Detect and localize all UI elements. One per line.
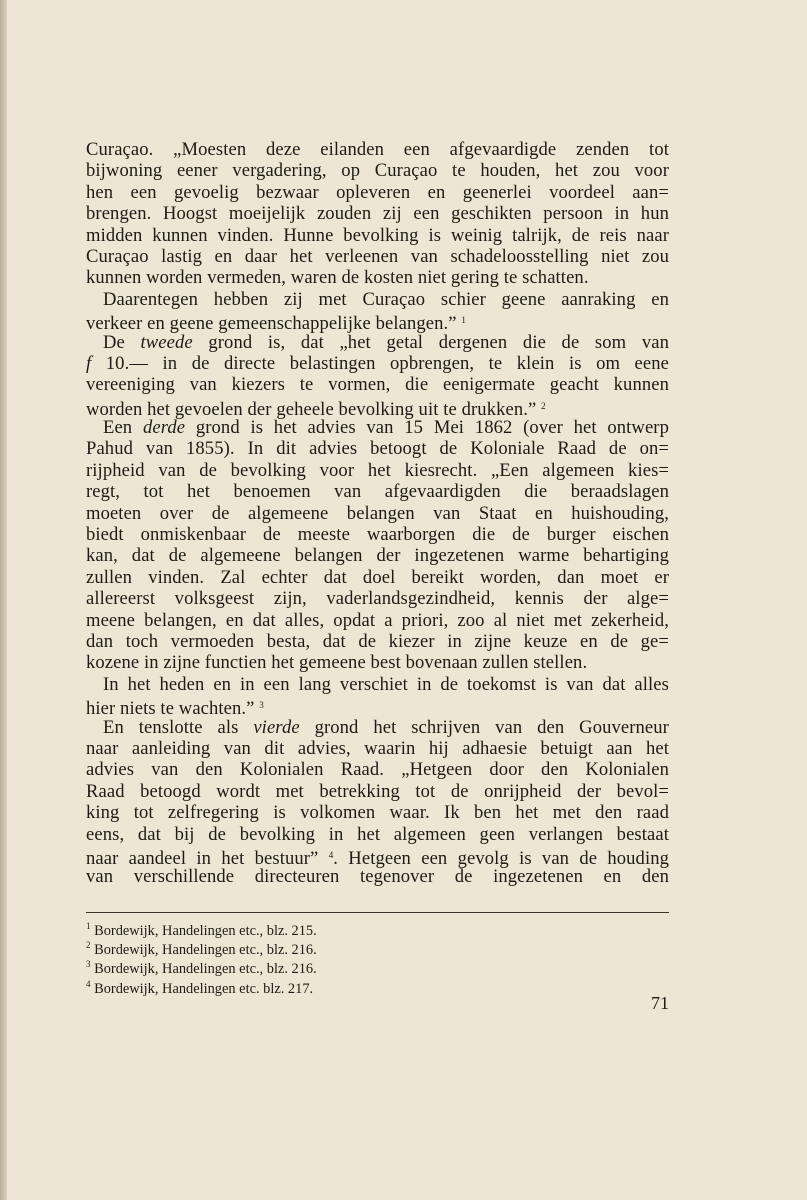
body-line-text: naar aandeel in het bestuur” bbox=[86, 847, 319, 869]
body-line: naar aanleiding van dit advies, waarin hij adhaesie betuigt aan het bbox=[86, 737, 669, 759]
footnote-ref: 4 bbox=[328, 849, 334, 860]
footnotes bbox=[86, 917, 486, 997]
body-line: allereerst volksgeest zijn, vaderlandsgezindheid, kennis der alge= bbox=[86, 588, 669, 610]
body-line: kozene in zijne functien het gemeene best bovenaan zullen stellen. bbox=[86, 652, 588, 674]
florin-symbol: f bbox=[86, 352, 92, 374]
body-line: Pahud van 1855). In dit advies betoogt de Koloniale Raad de on= bbox=[86, 438, 669, 460]
body-line: Daarentegen hebben zij met Curaçao schier geene aanraking en bbox=[103, 288, 669, 310]
body-line-text: Een bbox=[103, 417, 143, 439]
body-line bbox=[86, 695, 669, 720]
body-line: rijpheid van de bevolking voor het kiesrecht. „Een algemeen kies= bbox=[86, 459, 669, 481]
body-line: bijwoning eener vergadering, op Curaçao te houden, het zou voor bbox=[86, 160, 669, 182]
footnote-number: 3 bbox=[86, 959, 91, 970]
body-line-text: 10.— in de directe belastingen opbrengen, te klein is om eene bbox=[91, 352, 669, 374]
footnote-ref: 3 bbox=[259, 700, 264, 711]
body-line-text: grond is, dat „het getal dergenen die de som van bbox=[192, 331, 669, 353]
body-text bbox=[86, 139, 669, 888]
footnote-text: Bordewijk, Handelingen etc., blz. 215. bbox=[94, 923, 317, 939]
emphasis-text: derde bbox=[142, 417, 186, 439]
body-line bbox=[86, 717, 669, 738]
body-line: zullen vinden. Zal echter dat doel bereikt worden, dan moet er bbox=[86, 566, 669, 588]
footnote-text: Bordewijk, Handelingen etc. blz. 217. bbox=[94, 980, 314, 997]
body-line: biedt onmiskenbaar de meeste waarborgen die de burger eischen bbox=[86, 524, 669, 546]
page-number: 71 bbox=[651, 993, 669, 1013]
footnote-item bbox=[86, 955, 486, 978]
footnote-number: 4 bbox=[86, 978, 91, 989]
body-line bbox=[86, 310, 669, 335]
body-line: kunnen worden vermeden, waren de kosten niet gering te schatten. bbox=[86, 267, 589, 289]
body-line: moeten over de algemeene belangen van Staat en huishouding, bbox=[86, 502, 669, 524]
body-line: van verschillende directeuren tegenover de ingezetenen en den bbox=[86, 866, 669, 888]
body-line-text: grond het schrijven van den Gouverneur bbox=[299, 716, 669, 738]
body-line: Curaçao lastig en daar het verleenen van schadeloosstelling niet zou bbox=[86, 245, 669, 267]
body-line bbox=[86, 396, 669, 420]
footnote-item bbox=[86, 975, 486, 997]
body-line-text: . Hetgeen een gevolg is van de houding bbox=[333, 847, 670, 869]
body-line-text: hier niets te wachten.” bbox=[86, 698, 255, 720]
body-line bbox=[86, 332, 669, 353]
footnote-ref: 2 bbox=[541, 400, 546, 411]
body-line bbox=[86, 845, 670, 869]
body-line: regt, tot het benoemen van afgevaardigden die beraadslagen bbox=[86, 481, 669, 503]
body-line bbox=[86, 353, 669, 374]
body-line: brengen. Hoogst moeijelijk zouden zij een geschikten persoon in hun bbox=[86, 203, 669, 225]
body-line-text: En tenslotte als bbox=[103, 716, 254, 738]
body-line: dan toch vermoeden besta, dat de kiezer in zijne keuze en de ge= bbox=[86, 630, 669, 652]
body-line: kan, dat de algemeene belangen der ingezetenen warme behartiging bbox=[86, 545, 669, 567]
footnote-item bbox=[86, 917, 486, 939]
body-line: eens, dat bij de bevolking in het algemeen geen verlangen bestaat bbox=[86, 823, 669, 845]
footnote-number: 1 bbox=[86, 921, 91, 931]
body-line: hen een gevoelig bezwaar opleveren en geenerlei voordeel aan= bbox=[86, 181, 669, 203]
body-line-text: grond is het advies van 15 Mei 1862 (over het ontwerp bbox=[185, 417, 669, 439]
body-line: meene belangen, en dat alles, opdat a priori, zoo al niet met zekerheid, bbox=[86, 609, 669, 631]
body-line bbox=[86, 417, 669, 438]
emphasis-text: tweede bbox=[140, 331, 193, 353]
footnote-text: Bordewijk, Handelingen etc., blz. 216. bbox=[94, 942, 317, 959]
footnote-divider bbox=[86, 912, 669, 913]
body-line: Curaçao. „Moesten deze eilanden een afgevaardigde zenden tot bbox=[86, 139, 669, 160]
body-line: Raad betoogd wordt met betrekking tot de onrijpheid der bevol= bbox=[86, 780, 669, 802]
body-line: advies van den Kolonialen Raad. „Hetgeen door den Kolonialen bbox=[86, 759, 669, 781]
body-line-text: worden het gevoelen der geheele bevolking uit te drukken.” bbox=[86, 398, 537, 420]
body-line: vereeniging van kiezers te vormen, die eenigermate geacht kunnen bbox=[86, 374, 669, 396]
footnote-ref: 1 bbox=[461, 315, 466, 326]
page-spine-shadow bbox=[0, 0, 7, 1200]
body-line-text: verkeer en geene gemeenschappelijke belangen.” bbox=[86, 313, 457, 335]
body-line: king tot zelfregering is volkomen waar. Ik ben het met den raad bbox=[86, 802, 669, 824]
footnote-number: 2 bbox=[86, 940, 91, 951]
footnote-text: Bordewijk, Handelingen etc., blz. 216. bbox=[94, 961, 317, 978]
body-line: midden kunnen vinden. Hunne bevolking is weinig talrijk, de reis naar bbox=[86, 224, 669, 246]
body-line: In het heden en in een lang verschiet in de toekomst is van dat alles bbox=[103, 673, 669, 695]
footnote-item bbox=[86, 936, 486, 959]
body-line-text: De bbox=[103, 331, 141, 353]
emphasis-text: vierde bbox=[253, 716, 300, 738]
